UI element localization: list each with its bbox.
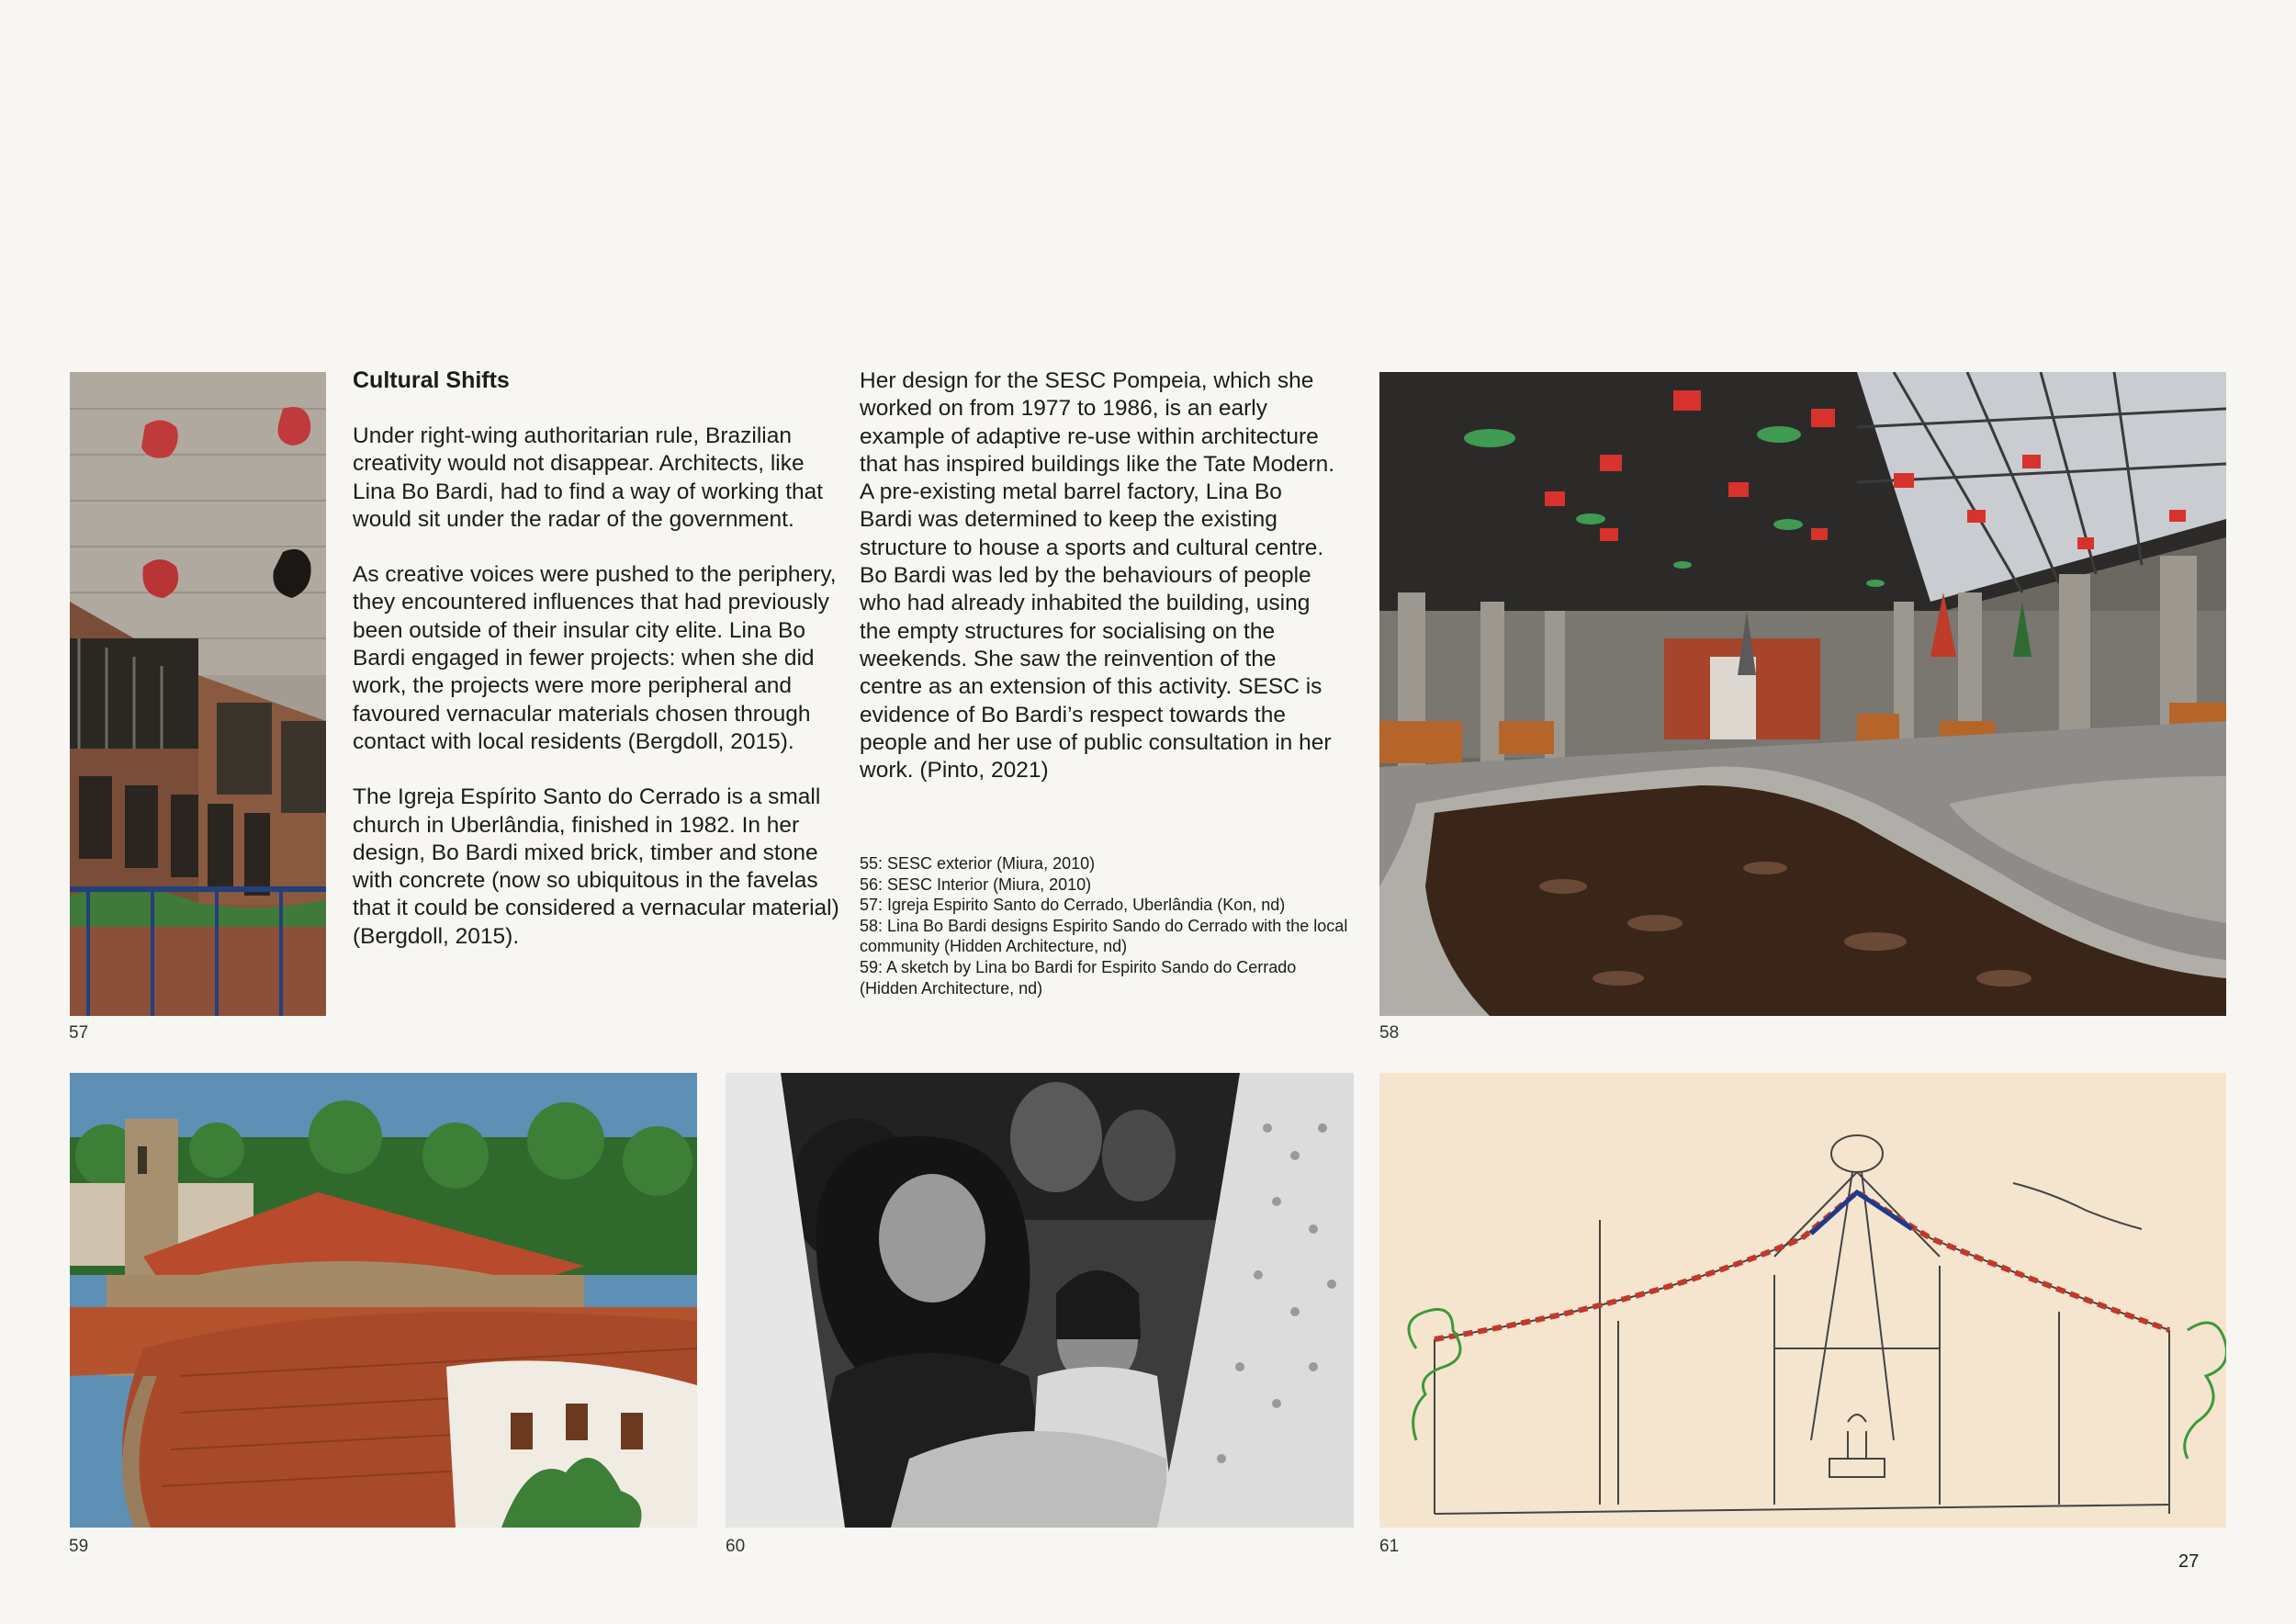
- photo-sesc-interior: [1379, 372, 2226, 1016]
- sketch-church-section: [1379, 1073, 2226, 1528]
- caption: 59: A sketch by Lina bo Bardi for Espirito Sando do Cerrado (Hidden Architecture, nd): [860, 957, 1297, 998]
- page-number: 27: [2178, 1551, 2200, 1572]
- figure-captions: [860, 853, 1356, 998]
- paragraph: The Igreja Espírito Santo do Cerrado is a small church in Uberlândia, finished in 1982. In her design, Bo Bardi mixed brick, timber and stone with concrete (now so ubiquitous in the favelas that it could be considered a vernacular material) (Bergdoll, 2015).: [353, 784, 839, 949]
- figure-number: 59: [69, 1537, 89, 1556]
- text-column-2: [860, 367, 1340, 812]
- figure-number: 61: [1379, 1537, 1400, 1556]
- figure-number: 57: [69, 1023, 89, 1043]
- paragraph: As creative voices were pushed to the periphery, they encountered influences that had previously been outside of their insular city elite. Lina Bo Bardi engaged in fewer projects: when she did work, the projects were more peripheral and favoured vernacular materials chosen through contact with local residents (Bergdoll, 2015).: [353, 562, 837, 754]
- figure-number: 60: [726, 1537, 746, 1556]
- photo-church-roofs: [70, 1073, 697, 1528]
- paragraph: Her design for the SESC Pompeia, which she worked on from 1977 to 1986, is an early example of adaptive re-use within architecture that has inspired buildings like the Tate Modern. A pre-existing metal barrel factory, Lina Bo Bardi was determined to keep the existing structure to house a sports and cultural centre. Bo Bardi was led by the behaviours of people who had already inhabited the building, using the empty structures for socialising on the weekends. She saw the reinvention of the centre as an extension of this activity. SESC is evidence of Bo Bardi’s respect towards the people and her use of public consultation in her work. (Pinto, 2021): [860, 368, 1335, 784]
- figure-number: 58: [1379, 1023, 1400, 1043]
- caption: 56: SESC Interior (Miura, 2010): [860, 874, 1092, 894]
- paragraph: Under right-wing authoritarian rule, Brazilian creativity would not disappear. Architects, like Lina Bo Bardi, had to find a way of working that would sit under the radar of the government.: [353, 423, 824, 532]
- section-heading: Cultural Shifts: [353, 367, 510, 393]
- caption: 57: Igreja Espirito Santo do Cerrado, Uberlândia (Kon, nd): [860, 896, 1286, 915]
- caption: 55: SESC exterior (Miura, 2010): [860, 854, 1096, 873]
- caption: 58: Lina Bo Bardi designs Espirito Sando do Cerrado with the local community (Hidden Architecture, nd): [860, 916, 1348, 956]
- photo-community-meeting: [726, 1073, 1354, 1528]
- photo-sesc-exterior: [70, 372, 326, 1016]
- text-column-1: [353, 423, 839, 978]
